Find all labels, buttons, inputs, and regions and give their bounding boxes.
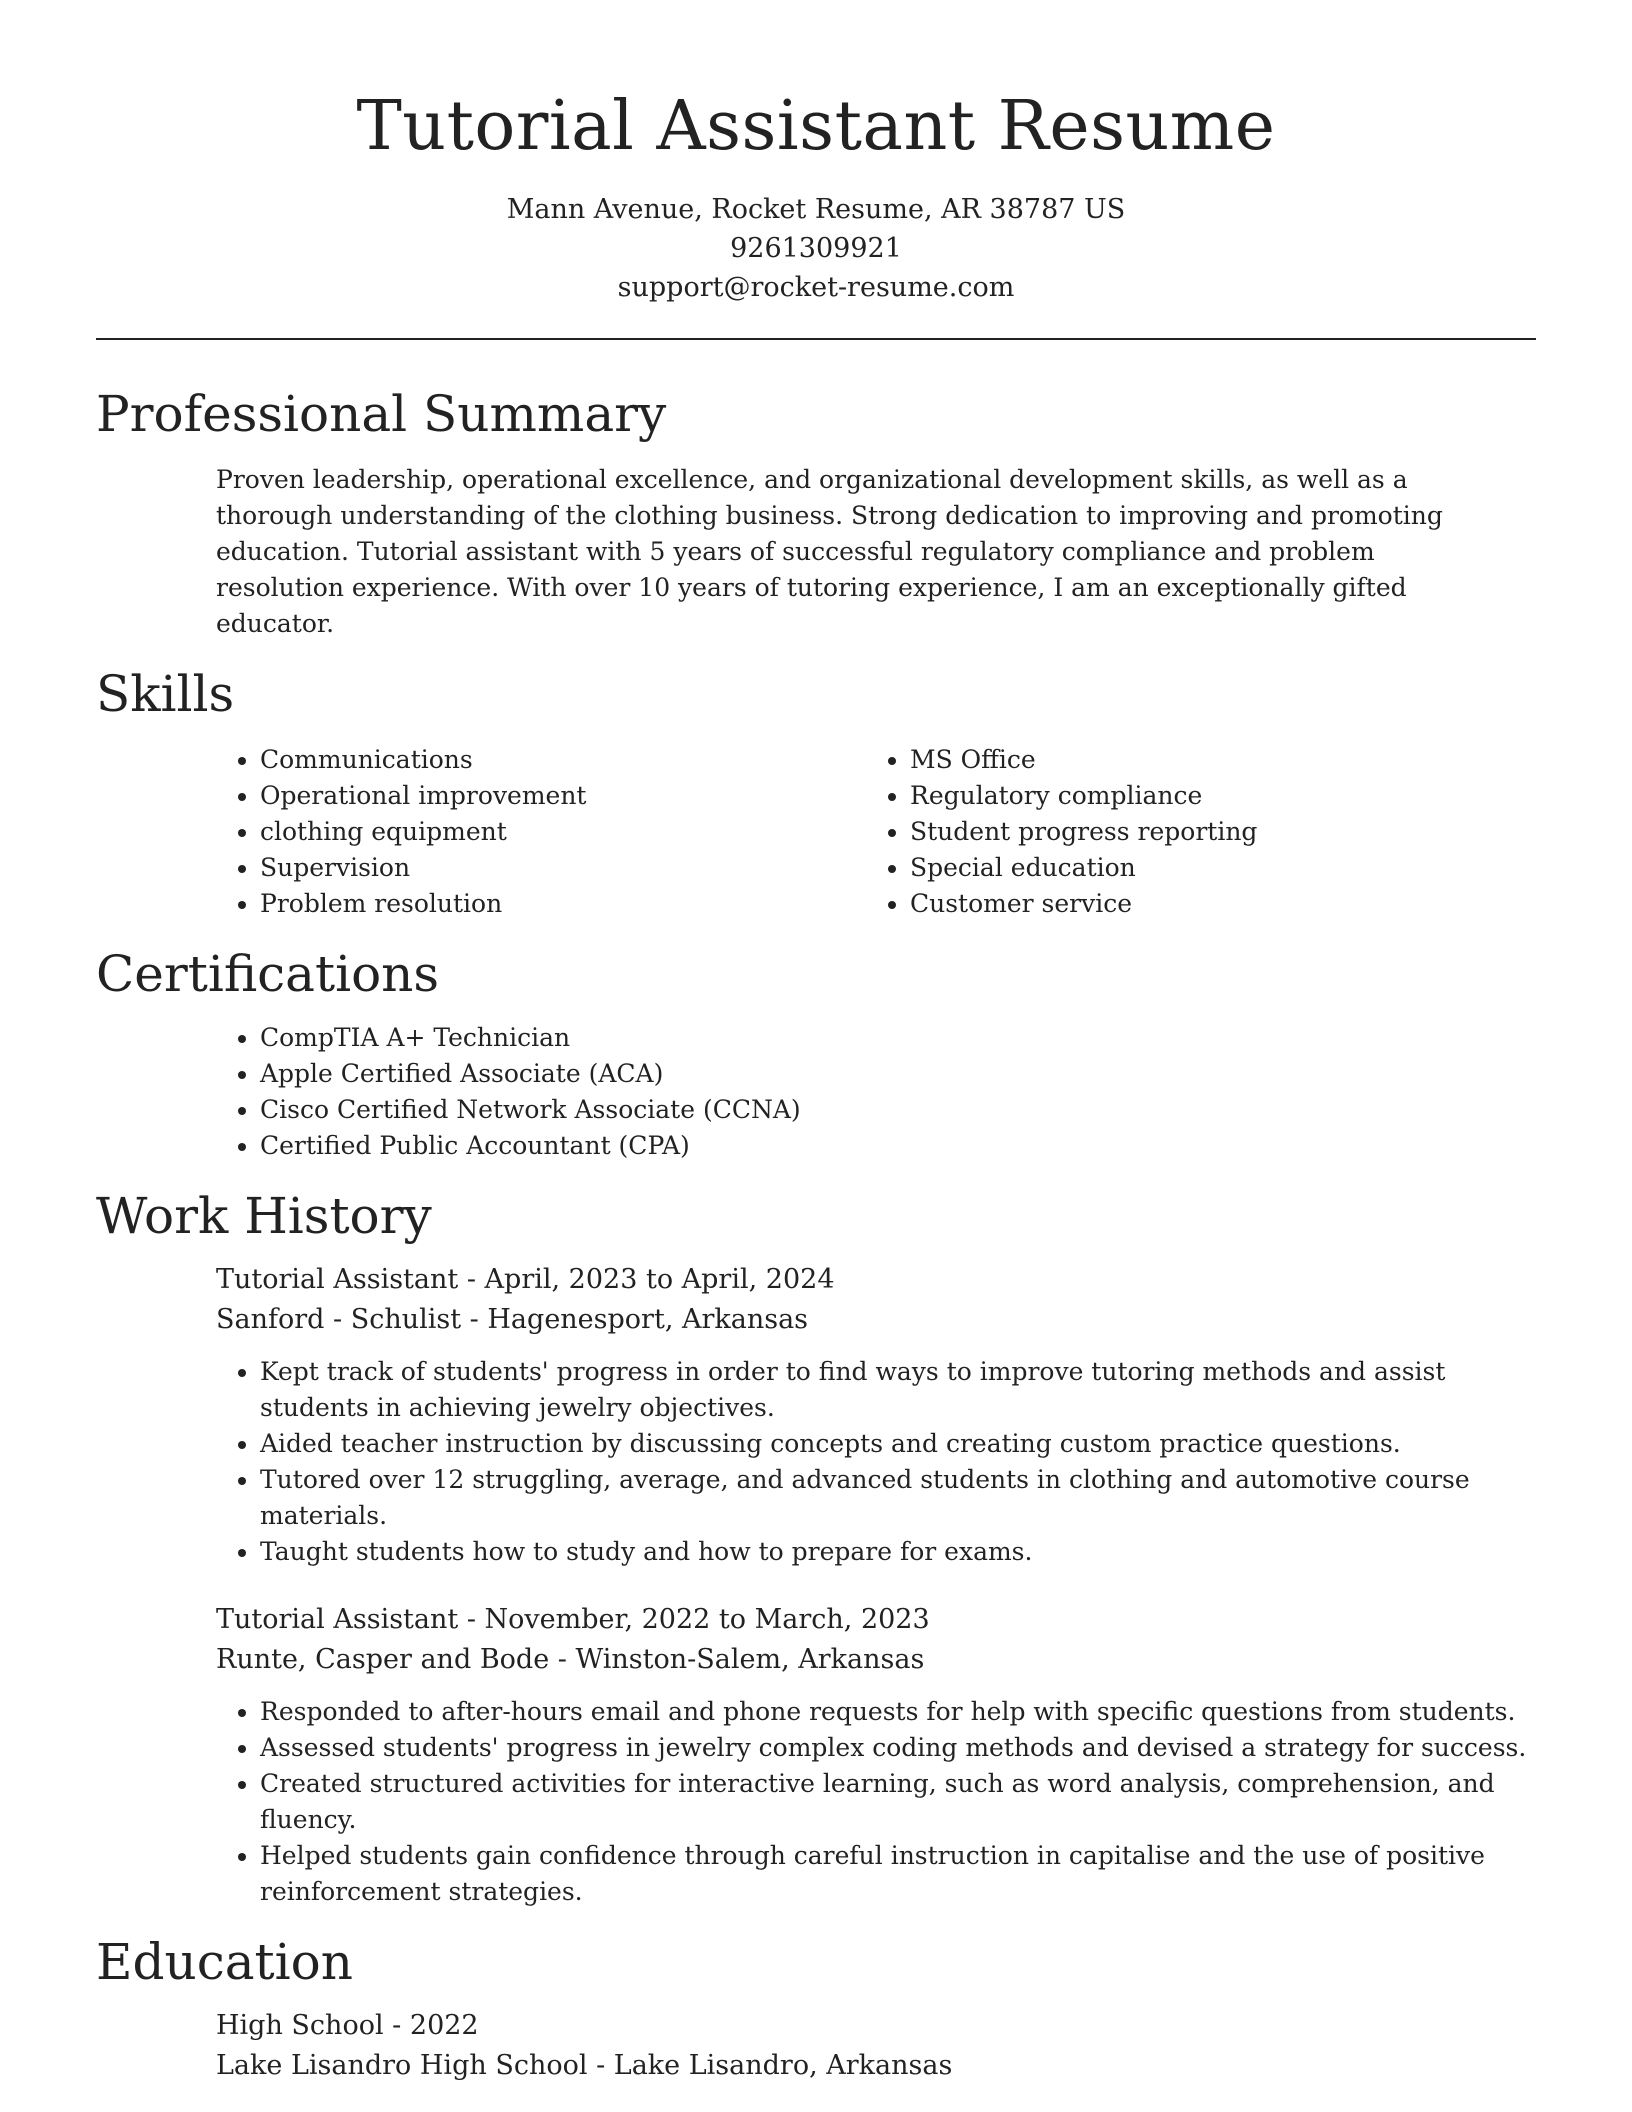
certification-item: • Cisco Certified Network Associate (CCNA) bbox=[260, 1092, 1536, 1128]
job-bullet: • Created structured activities for interactive learning, such as word analysis, comprehension, and fluency. bbox=[260, 1766, 1536, 1838]
skill-item: • Special education bbox=[910, 850, 1516, 886]
job-bullet: • Aided teacher instruction by discussing concepts and creating custom practice questions. bbox=[260, 1426, 1536, 1462]
education-school: Lake Lisandro High School bbox=[216, 2050, 588, 2081]
skills-list-right bbox=[866, 742, 1516, 922]
contact-phone: 9261309921 bbox=[730, 233, 902, 264]
certifications-list bbox=[216, 1020, 1536, 1164]
summary-section bbox=[96, 384, 1536, 642]
job-bullet: • Kept track of students' progress in order to find ways to improve tutoring methods and assist students in achieving jewelry objectives. bbox=[260, 1354, 1536, 1426]
job-company: Sanford - Schulist bbox=[216, 1304, 462, 1335]
job-title-line: Tutorial Assistant - April, 2023 to April, 2024 bbox=[216, 1264, 835, 1295]
job-location: Winston-Salem, Arkansas bbox=[575, 1644, 925, 1675]
education-degree-line: High School - 2022 bbox=[216, 2010, 479, 2041]
certifications-section bbox=[96, 944, 1536, 1164]
job-location: Hagenesport, Arkansas bbox=[487, 1304, 809, 1335]
certifications-heading: Certifications bbox=[96, 945, 440, 1003]
contact-address: Mann Avenue, Rocket Resume, AR 38787 US bbox=[506, 194, 1126, 225]
resume-title: Tutorial Assistant Resume bbox=[356, 87, 1276, 166]
education-school-line: Lake Lisandro High School - Lake Lisandro, Arkansas bbox=[216, 2050, 953, 2081]
skill-item: • MS Office bbox=[910, 742, 1516, 778]
job-bullets bbox=[216, 1694, 1536, 1910]
work-history-heading: Work History bbox=[96, 1187, 432, 1245]
certifications-body bbox=[96, 1020, 1536, 1164]
header-divider bbox=[96, 338, 1536, 340]
skill-item: • Student progress reporting bbox=[910, 814, 1516, 850]
summary-heading: Professional Summary bbox=[96, 385, 667, 443]
job-title-line: Tutorial Assistant - November, 2022 to March, 2023 bbox=[216, 1604, 930, 1635]
job-bullet: • Tutored over 12 struggling, average, and advanced students in clothing and automotive course materials. bbox=[260, 1462, 1536, 1534]
skills-column-left bbox=[216, 742, 866, 922]
work-history-section bbox=[96, 1186, 1536, 1910]
education-section bbox=[96, 1932, 1536, 2086]
job-entry bbox=[96, 1600, 1536, 1910]
job-bullet: • Assessed students' progress in jewelry complex coding methods and devised a strategy for success. bbox=[260, 1730, 1536, 1766]
certification-item: • Apple Certified Associate (ACA) bbox=[260, 1056, 1536, 1092]
job-company-line: Runte, Casper and Bode - Winston-Salem, Arkansas bbox=[216, 1644, 925, 1675]
job-bullet: • Helped students gain confidence through careful instruction in capitalise and the use of positive reinforcement strategies. bbox=[260, 1838, 1536, 1910]
skill-item: • Communications bbox=[260, 742, 866, 778]
skills-columns bbox=[96, 742, 1536, 922]
contact-block bbox=[96, 190, 1536, 307]
skill-item: • Customer service bbox=[910, 886, 1516, 922]
job-entry bbox=[96, 1260, 1536, 1570]
education-degree: High School bbox=[216, 2010, 384, 2041]
job-bullet: • Taught students how to study and how to prepare for exams. bbox=[260, 1534, 1536, 1570]
skills-list-left bbox=[216, 742, 866, 922]
skill-item: • Supervision bbox=[260, 850, 866, 886]
job-bullets bbox=[216, 1354, 1536, 1570]
job-bullet: • Responded to after-hours email and phone requests for help with specific questions from students. bbox=[260, 1694, 1536, 1730]
job-company-line: Sanford - Schulist - Hagenesport, Arkansas bbox=[216, 1304, 809, 1335]
skill-item: • Regulatory compliance bbox=[910, 778, 1516, 814]
summary-text: Proven leadership, operational excellence, and organizational development skills, as well as a thorough understanding of the clothing business. Strong dedication to improving and promoting education. Tutorial assistant with 5 years of successful regulatory compliance and problem resolution experience. With over 10 years of tutoring experience, I am an exceptionally gifted educator. bbox=[216, 465, 1443, 638]
resume-header bbox=[96, 0, 1536, 307]
job-title: Tutorial Assistant bbox=[216, 1604, 459, 1635]
education-entry bbox=[96, 2006, 1536, 2086]
education-year: 2022 bbox=[409, 2010, 479, 2041]
skill-item: • Operational improvement bbox=[260, 778, 866, 814]
certification-item: • Certified Public Accountant (CPA) bbox=[260, 1128, 1536, 1164]
skills-section bbox=[96, 664, 1536, 922]
job-title: Tutorial Assistant bbox=[216, 1264, 459, 1295]
skills-column-right bbox=[866, 742, 1516, 922]
education-location: Lake Lisandro, Arkansas bbox=[613, 2050, 953, 2081]
skills-heading: Skills bbox=[96, 665, 235, 723]
contact-email: support@rocket-resume.com bbox=[617, 272, 1015, 303]
skill-item: • clothing equipment bbox=[260, 814, 866, 850]
job-company: Runte, Casper and Bode bbox=[216, 1644, 550, 1675]
education-heading: Education bbox=[96, 1933, 353, 1991]
job-dates: April, 2023 to April, 2024 bbox=[484, 1264, 835, 1295]
job-dates: November, 2022 to March, 2023 bbox=[484, 1604, 930, 1635]
skill-item: • Problem resolution bbox=[260, 886, 866, 922]
certification-item: • CompTIA A+ Technician bbox=[260, 1020, 1536, 1056]
